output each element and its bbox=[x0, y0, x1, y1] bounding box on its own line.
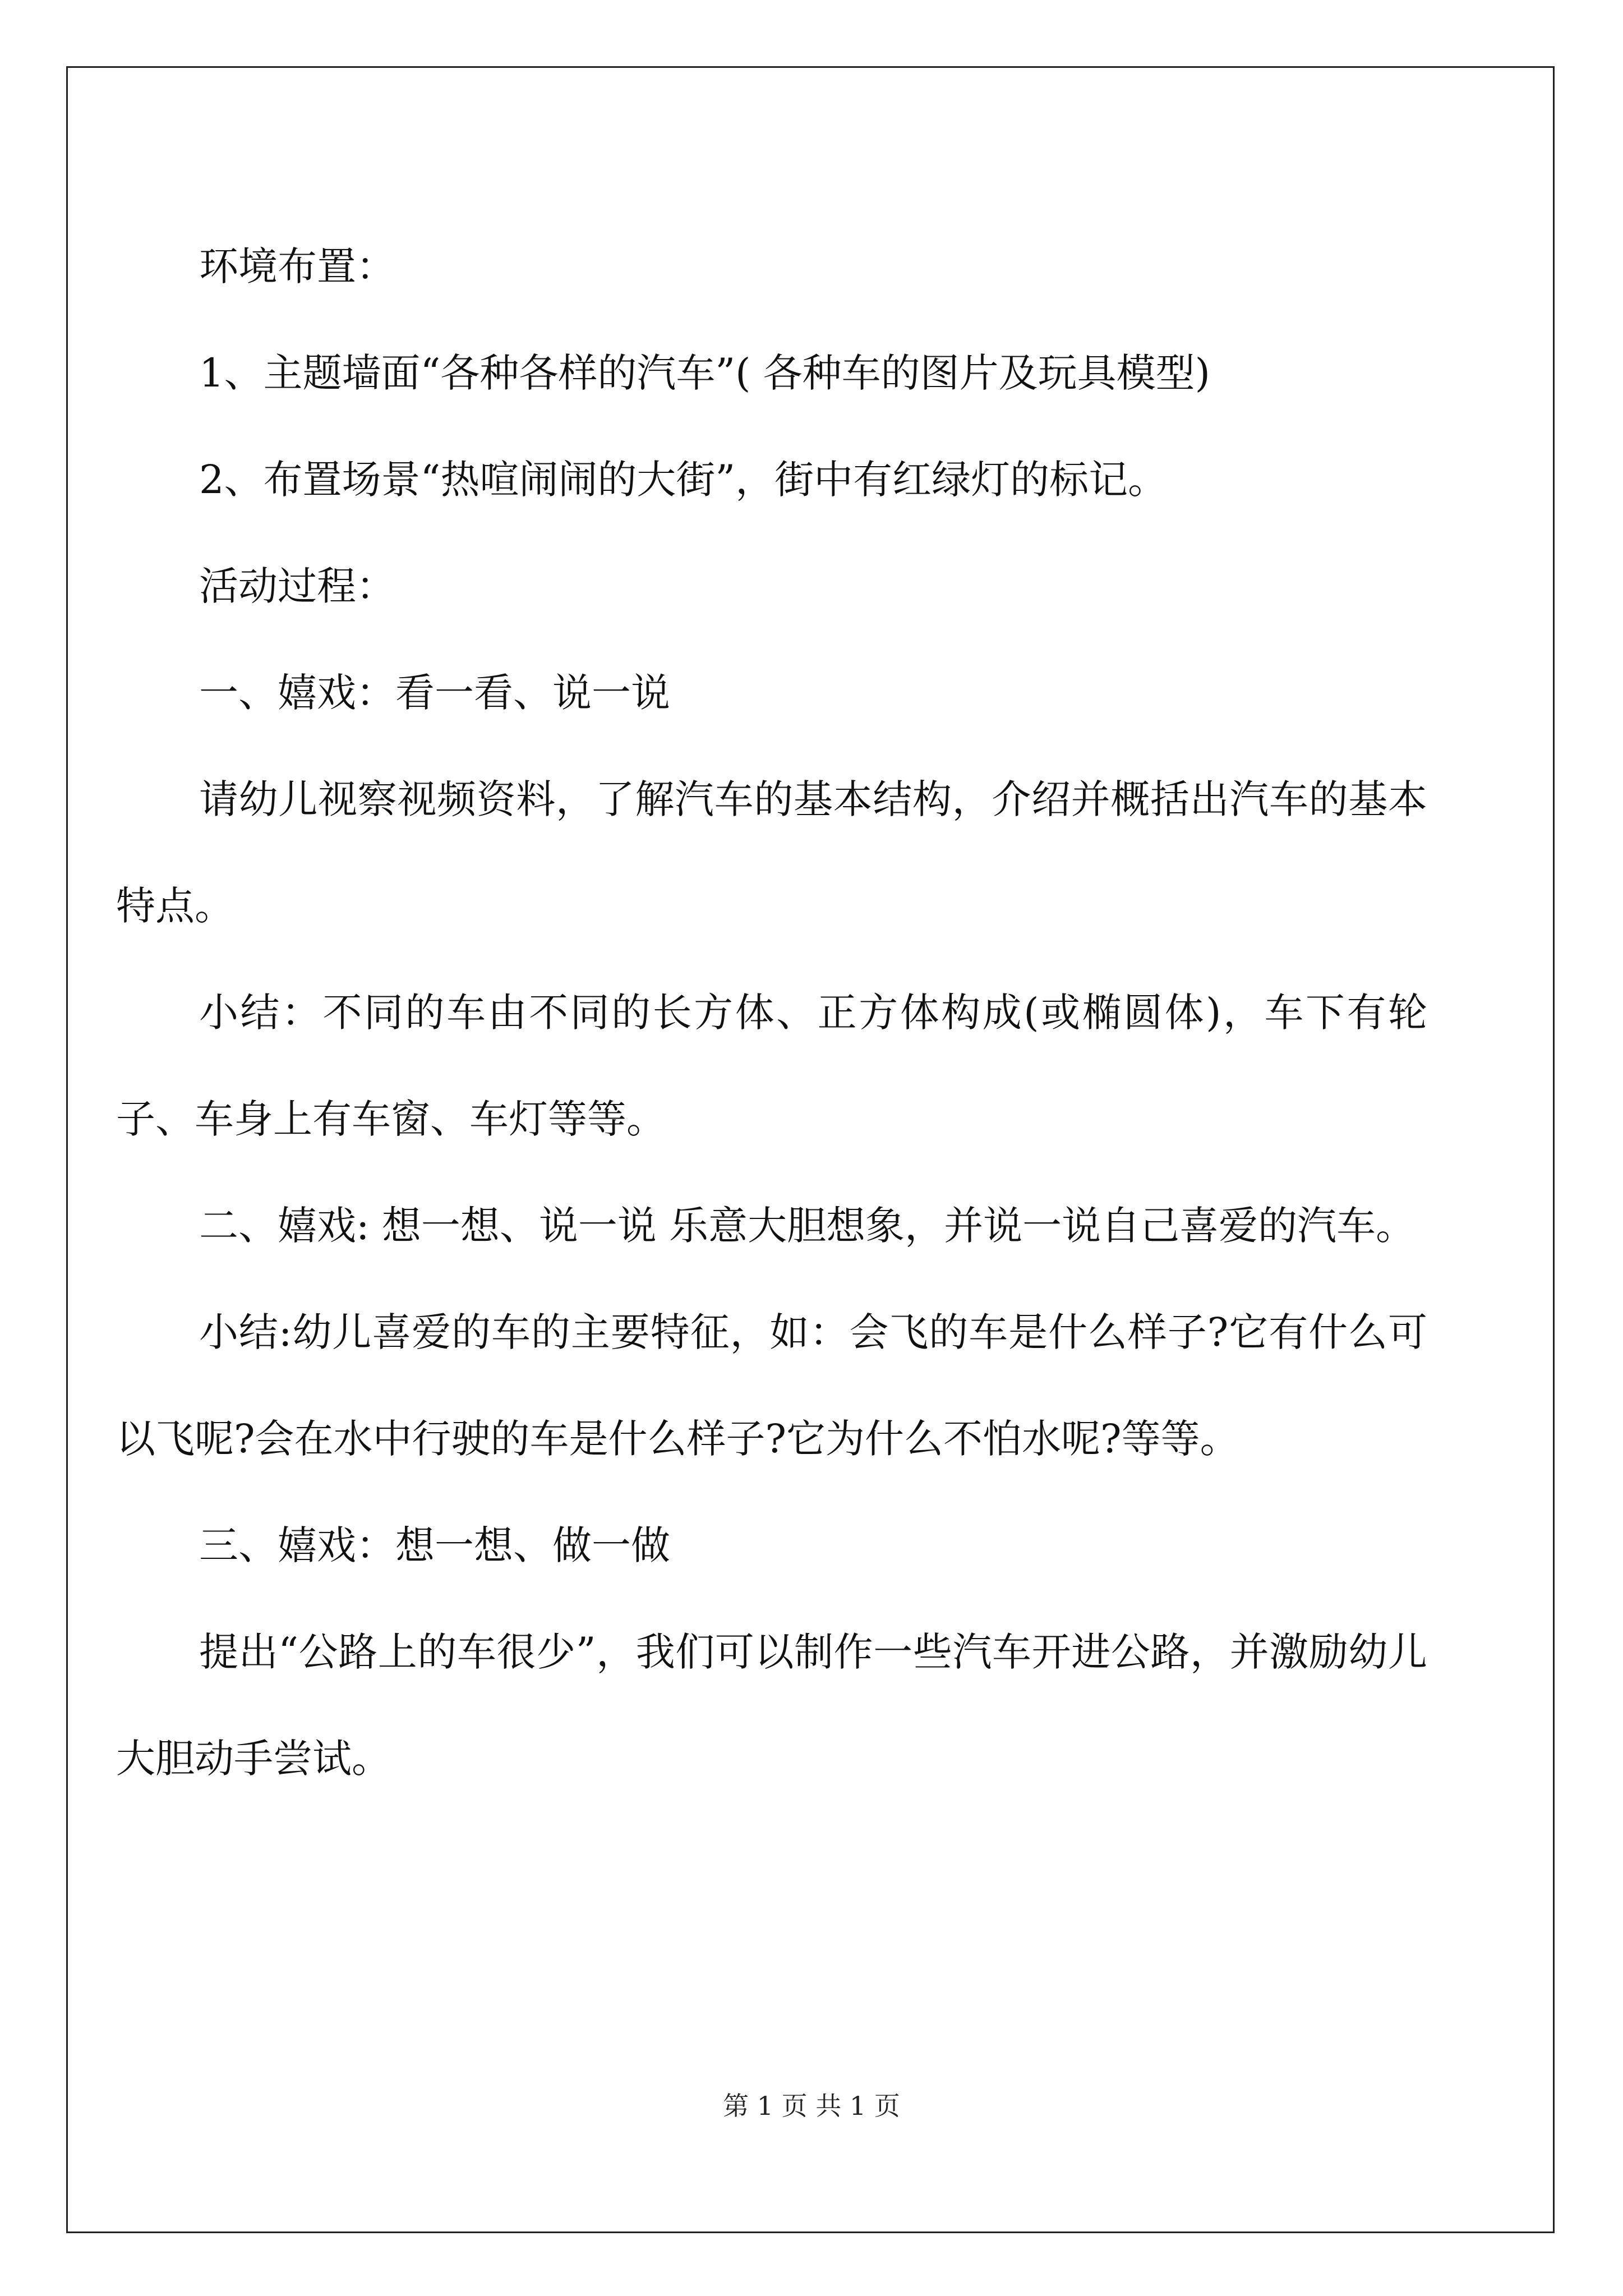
paragraph-game-2: 二、嬉戏: 想一想、说一说 乐意大胆想象，并说一说自己喜爱的汽车。 bbox=[199, 1203, 1415, 1249]
paragraph-summary-1: 小结：不同的车由不同的长方体、正方体构成(或椭圆体)，车下有轮子、车身上有车窗、车灯等等。 bbox=[116, 990, 1427, 1142]
paragraph-game-1-body: 请幼儿视察视频资料，了解汽车的基本结构，介绍并概括出汽车的基本特点。 bbox=[116, 776, 1427, 929]
paragraph-game-3-body: 提出“公路上的车很少”，我们可以制作一些汽车开进公路，并激励幼儿大胆动手尝试。 bbox=[116, 1629, 1427, 1782]
paragraph-env-item-1: 1、主题墙面“各种各样的汽车”( 各种车的图片及玩具模型) bbox=[199, 350, 1210, 396]
paragraph-env-item-2: 2、布置场景“热喧闹闹的大街”，街中有红绿灯的标记。 bbox=[199, 457, 1168, 503]
document-body bbox=[116, 213, 1427, 1812]
paragraph-game-3-title: 三、嬉戏：想一想、做一做 bbox=[199, 1522, 670, 1568]
paragraph-process-heading: 活动过程： bbox=[199, 563, 395, 609]
paragraph-env-heading: 环境布置： bbox=[199, 243, 395, 289]
paragraph-summary-2: 小结:幼儿喜爱的车的主要特征，如：会飞的车是什么样子?它有什么可以飞呢?会在水中行驶的车是什么样子?它为什么不怕水呢?等等。 bbox=[116, 1309, 1427, 1462]
page-number-footer: 第 1 页 共 1 页 bbox=[723, 2091, 900, 2121]
paragraph-game-1-title: 一、嬉戏：看一看、说一说 bbox=[199, 670, 670, 716]
